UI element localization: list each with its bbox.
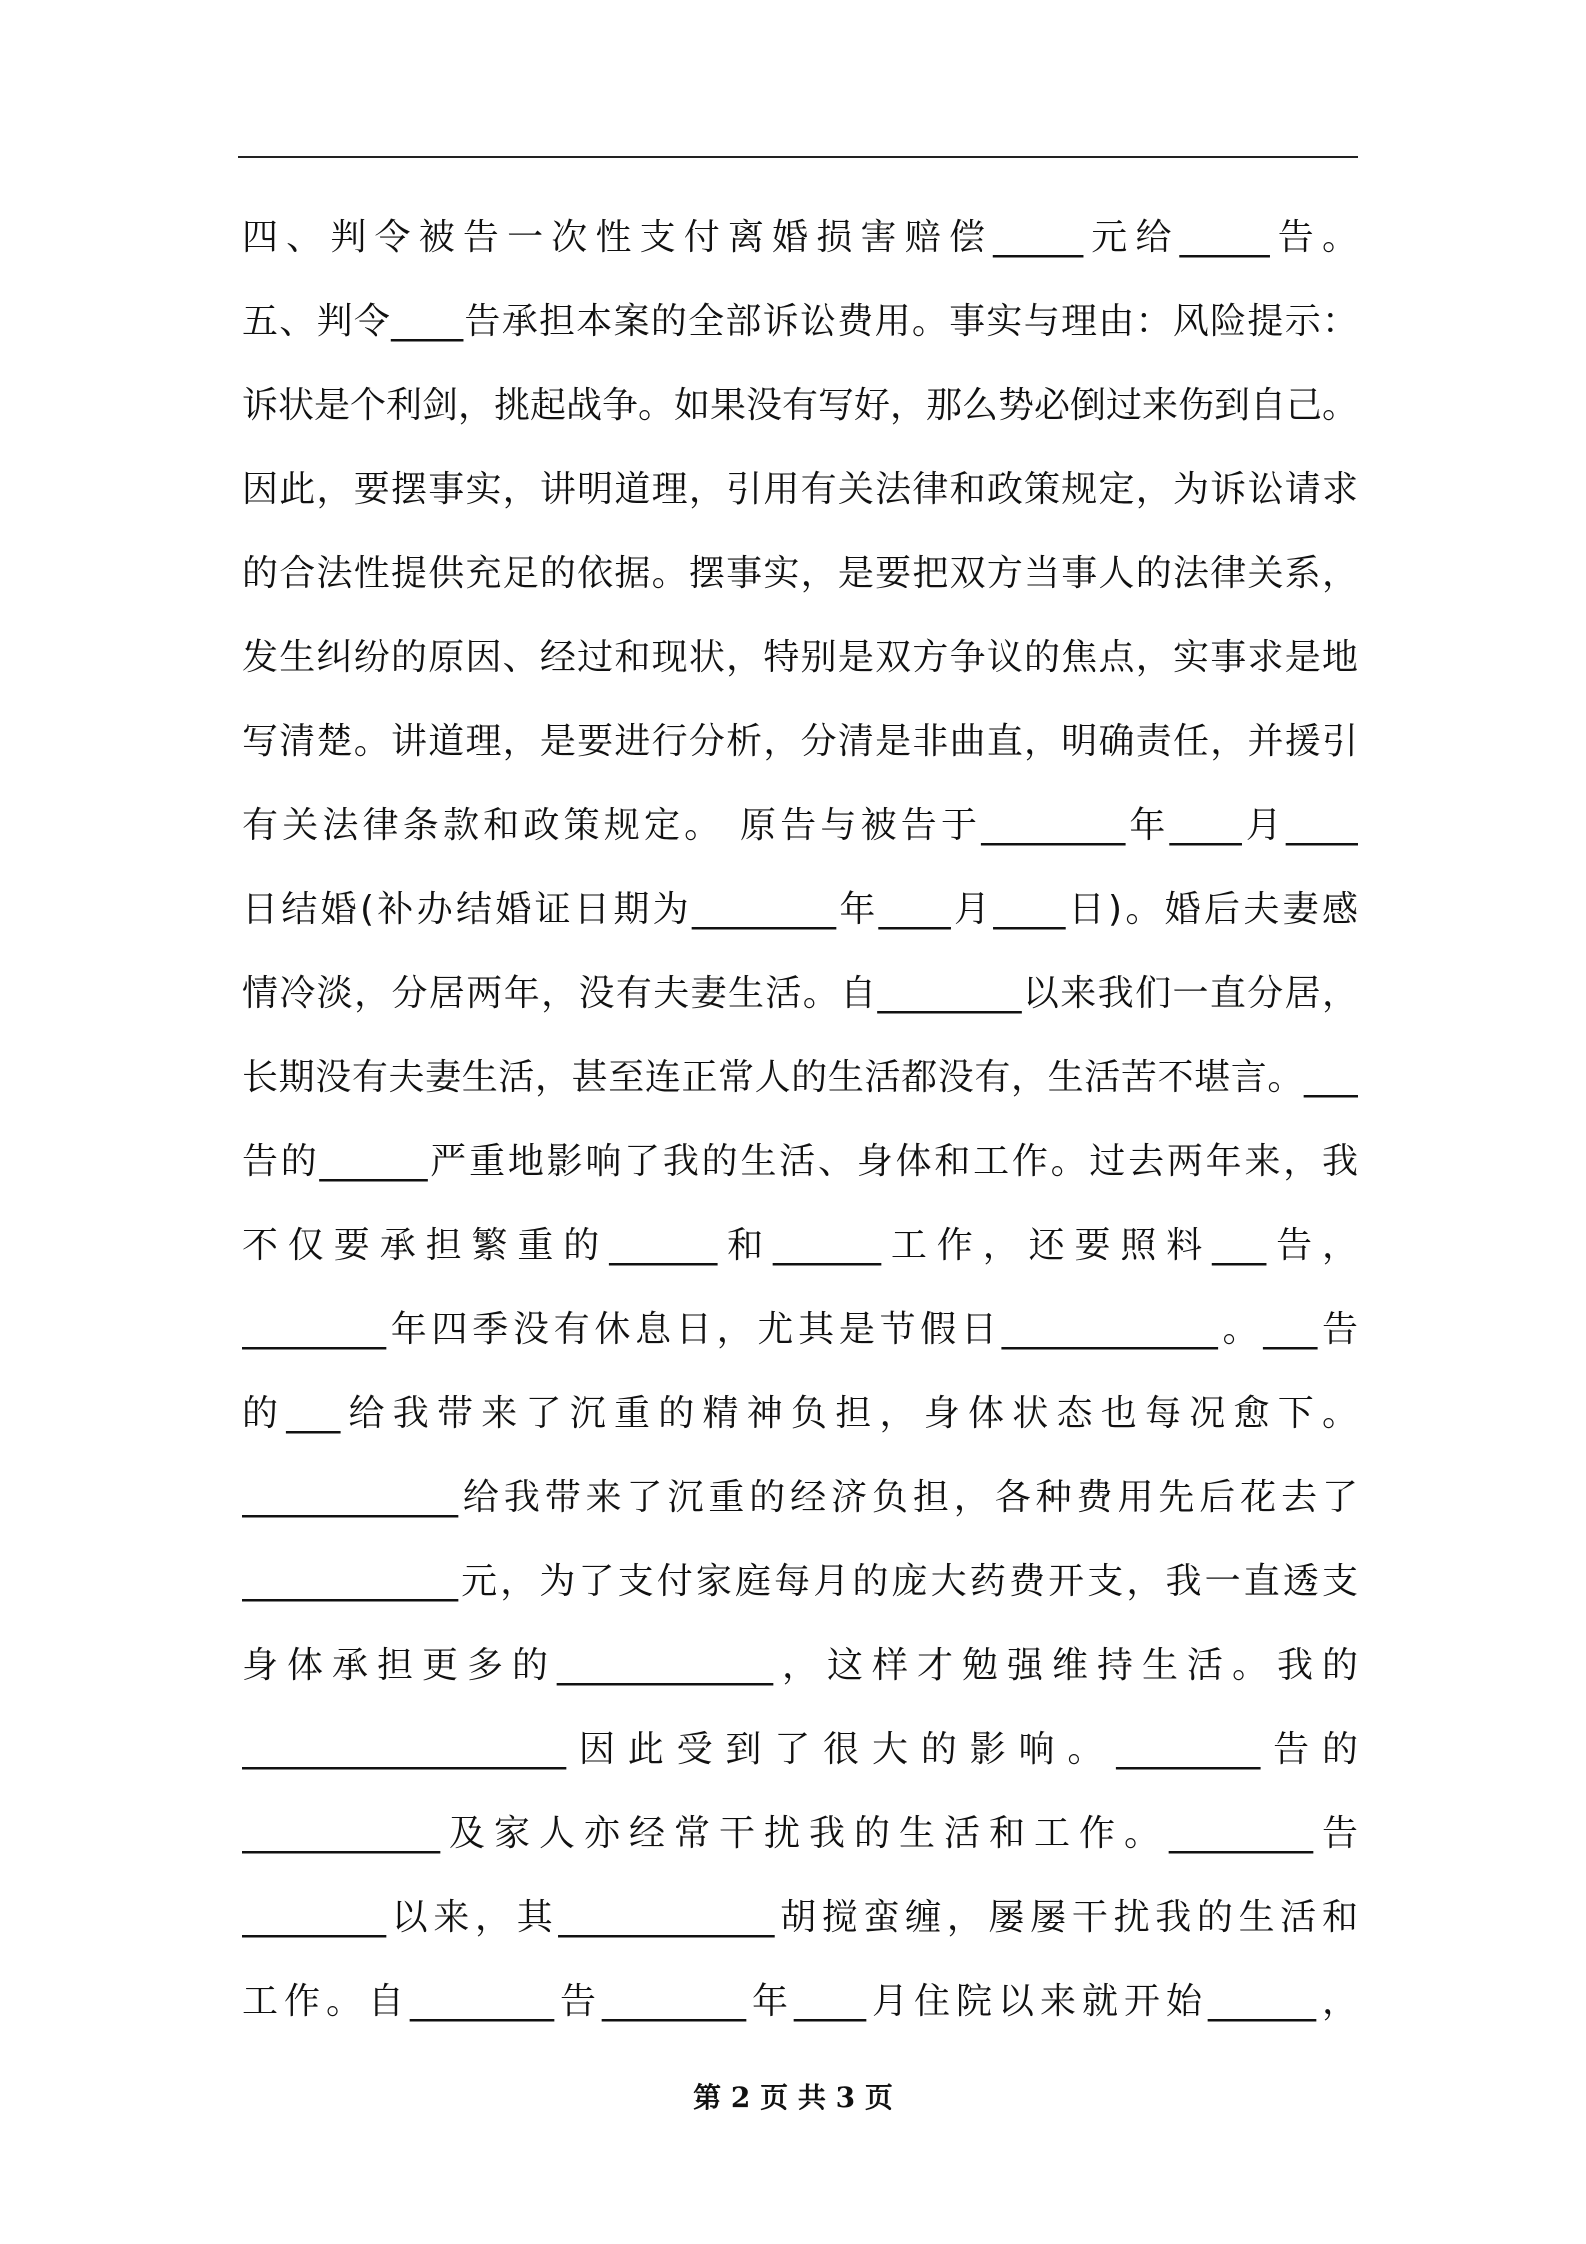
text-line-12: 告的______严重地影响了我的生活、身体和工作。过去两年来，我 [242,1141,1358,1182]
header-rule [238,156,1358,158]
text-line-6: 发生纠纷的原因、经过和现状，特别是双方争议的焦点，实事求是地 [242,637,1358,678]
text-line-19: __________________因此受到了很大的影响。________告的 [242,1729,1358,1770]
text-line-20: ___________及家人亦经常干扰我的生活和工作。________告 [242,1813,1358,1854]
text-line-4: 因此，要摆事实，讲明道理，引用有关法律和政策规定，为诉讼请求 [242,469,1358,510]
text-line-2: 五、判令____告承担本案的全部诉讼费用。事实与理由：风险提示： [242,301,1358,342]
text-line-13: 不仅要承担繁重的______和______工作，还要照料___告， [242,1225,1358,1266]
body-text [242,196,1358,2044]
text-line-16: ____________给我带来了沉重的经济负担，各种费用先后花去了 [242,1477,1358,1518]
text-line-15: 的___给我带来了沉重的精神负担，身体状态也每况愈下。 [242,1393,1358,1434]
text-line-10: 情冷淡，分居两年，没有夫妻生活。自________以来我们一直分居， [242,973,1358,1014]
text-line-17: ____________元，为了支付家庭每月的庞大药费开支，我一直透支 [242,1561,1358,1602]
text-line-7: 写清楚。讲道理，是要进行分析，分清是非曲直，明确责任，并援引 [242,721,1358,762]
text-line-9: 日结婚(补办结婚证日期为________年____月____日)。婚后夫妻感 [242,889,1358,930]
text-line-8: 有关法律条款和政策规定。 原告与被告于________年____月____ [242,805,1358,846]
text-line-11: 长期没有夫妻生活，甚至连正常人的生活都没有，生活苦不堪言。___ [242,1057,1358,1098]
text-line-3: 诉状是个利剑，挑起战争。如果没有写好，那么势必倒过来伤到自己。 [242,385,1358,426]
page-footer: 第 2 页 共 3 页 [693,2081,893,2114]
text-line-21: ________以来，其____________胡搅蛮缠，屡屡干扰我的生活和 [242,1897,1358,1938]
text-line-22: 工作。自________告________年____月住院以来就开始______， [242,1981,1358,2022]
text-line-1: 四、判令被告一次性支付离婚损害赔偿_____元给_____告。 [242,217,1358,258]
text-line-5: 的合法性提供充足的依据。摆事实，是要把双方当事人的法律关系， [242,553,1358,594]
text-line-18: 身体承担更多的____________，这样才勉强维持生活。我的 [242,1645,1358,1686]
text-line-14: ________年四季没有休息日，尤其是节假日____________。___告 [242,1309,1358,1350]
